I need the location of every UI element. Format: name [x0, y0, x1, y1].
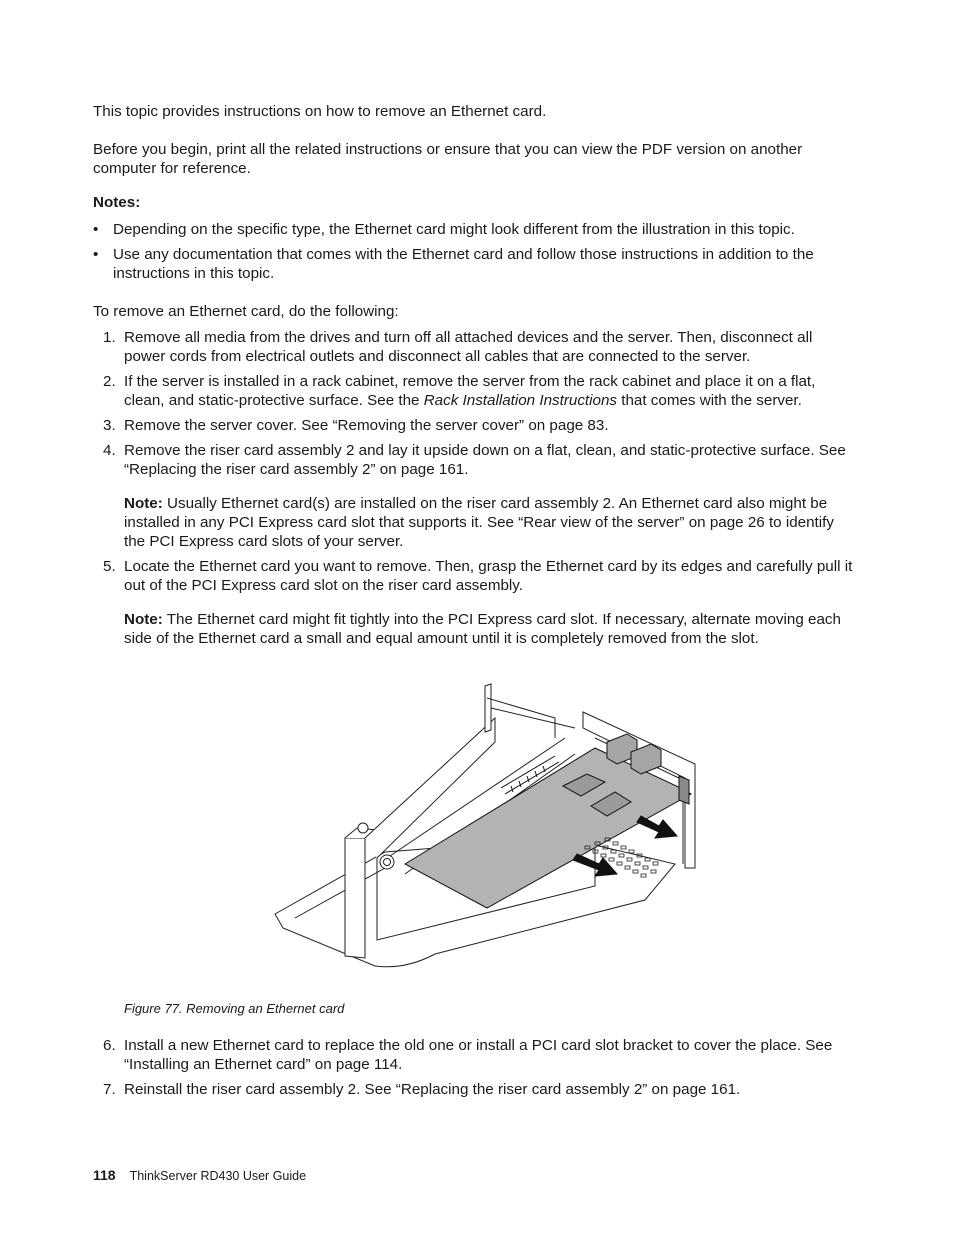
step-text: Install a new Ethernet card to replace the old one or install a PCI card slot bracket to cover the place. See “Installing an Ethernet card” on page 114.	[124, 1037, 833, 1073]
step-text: Locate the Ethernet card you want to remove. Then, grasp the Ethernet card by its edges and carefully pull it out of the PCI Express card slot on the riser card assembly.	[124, 558, 853, 594]
step-text-part: that comes with the server.	[617, 392, 802, 409]
step-5-note	[93, 610, 853, 648]
note-text: Usually Ethernet card(s) are installed on the riser card assembly 2. An Ethernet card also might be installed in any PCI Express card slot that supports it. See “Rear view of the server” on page 26 to identify the PCI Express card slots of your server.	[124, 495, 834, 550]
step-5	[93, 557, 853, 595]
bullet-icon: •	[93, 221, 99, 238]
intro-paragraph: This topic provides instructions on how to remove an Ethernet card.	[93, 103, 547, 120]
ethernet-card-removal-illustration	[265, 678, 705, 978]
step-1	[93, 328, 853, 366]
note-text: Use any documentation that comes with the Ethernet card and follow those instructions in addition to the instructions in this topic.	[113, 246, 814, 282]
note-label: Note:	[124, 495, 163, 512]
step-number: 5.	[103, 558, 116, 575]
page-footer	[93, 1166, 306, 1186]
step-4	[93, 441, 853, 479]
step-text: Remove the server cover. See “Removing the server cover” on page 83.	[124, 417, 609, 434]
document-title: ThinkServer RD430 User Guide	[129, 1169, 307, 1183]
step-3	[93, 416, 853, 435]
notes-list	[93, 220, 853, 289]
step-text: Remove all media from the drives and turn off all attached devices and the server. Then, disconnect all power cords from electrical outlets and disconnect all cables that are connected to the server.	[124, 329, 813, 365]
step-number: 2.	[103, 373, 116, 390]
step-number: 7.	[103, 1081, 116, 1098]
step-6	[93, 1036, 853, 1074]
step-7	[93, 1080, 853, 1099]
procedure-intro: To remove an Ethernet card, do the following:	[93, 303, 399, 320]
step-text: Remove the riser card assembly 2 and lay it upside down on a flat, clean, and static-protective surface. See “Replacing the riser card assembly 2” on page 161.	[124, 442, 846, 478]
step-text: Reinstall the riser card assembly 2. See “Replacing the riser card assembly 2” on page 161.	[124, 1081, 741, 1098]
step-2	[93, 372, 853, 410]
bullet-icon: •	[93, 246, 99, 263]
steps-list-continued	[93, 1036, 853, 1105]
note-label: Note:	[124, 611, 163, 628]
step-4-note	[93, 494, 853, 551]
notes-heading: Notes:	[93, 194, 141, 211]
step-number: 3.	[103, 417, 116, 434]
document-reference: Rack Installation Instructions	[423, 392, 618, 409]
note-text: Depending on the specific type, the Ethernet card might look different from the illustration in this topic.	[113, 221, 795, 238]
figure-caption: Figure 77. Removing an Ethernet card	[124, 1001, 345, 1016]
note-text: The Ethernet card might fit tightly into the PCI Express card slot. If necessary, alternate moving each side of the Ethernet card a small and equal amount until it is completely removed from the slot.	[124, 611, 841, 647]
before-you-begin-paragraph: Before you begin, print all the related instructions or ensure that you can view the PDF version on another computer for reference.	[93, 141, 803, 177]
list-item	[93, 220, 853, 239]
step-text	[124, 373, 815, 409]
steps-list	[93, 328, 853, 654]
list-item	[93, 245, 853, 283]
step-text-part: If the server is installed in a rack cabinet, remove the server from the rack cabinet and place it on a flat, clean, and static-protective surface. See the	[124, 373, 816, 409]
step-number: 1.	[103, 329, 116, 346]
step-number: 4.	[103, 442, 116, 459]
step-number: 6.	[103, 1037, 116, 1054]
page-number: 118	[93, 1167, 116, 1183]
